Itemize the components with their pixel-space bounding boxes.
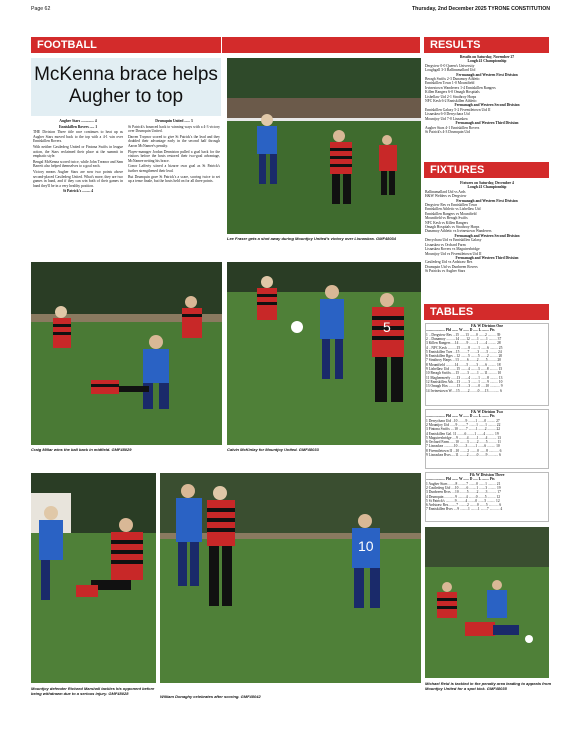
- svg-text:10: 10: [358, 538, 374, 554]
- paragraph: Victory means Augher Stars are now two points above second-placed Castlederg United. What's more, they are two games in hand, and if they can win both of their games in hand they'll be in a very healthy position.: [33, 169, 123, 188]
- table-header: ..................... Pld ....... W ...... D ..... L ........ Pts: [426, 477, 495, 482]
- result-line: Beragh Swifts 2-3 Dunamoy Athletic: [425, 77, 480, 82]
- table-title: F& W Division One: [470, 324, 504, 328]
- table-header: ..................... Pld ....... W ...... D ..... L ........ Pts: [426, 328, 495, 333]
- table-row: 4 Drumquin ............9 .........4 ........0 .......5 ......... 12: [426, 494, 501, 499]
- result-line: NFC Kesh 6-2 Enniskillen Athletic: [425, 99, 477, 104]
- fixtures-banner: FIXTURES: [424, 162, 549, 178]
- table-row: 3 Killen Rangers ....14 ........9 ........1 .......4 ......... 28: [426, 341, 501, 346]
- table-title: F& W Division Three: [469, 473, 505, 477]
- result-line: Dergview Res vs Enniskillen Town: [425, 203, 478, 208]
- league-table-div-two: [425, 409, 549, 469]
- table-row: 1 Derrychara Utd ..10 ........9 ........1 .......0 ......... 27: [426, 418, 500, 423]
- score-line: St Patrick's ......... 4: [62, 189, 94, 194]
- photo-match-action-3: [227, 262, 421, 445]
- table-row: 3 Dunbreen Rvrs. ...10 ........5 ........2 .......3 ......... 17: [426, 490, 501, 495]
- table-body: [426, 482, 548, 512]
- result-line: Dergview 0-0 Queen's University: [425, 63, 475, 68]
- results-banner: RESULTS: [424, 37, 549, 53]
- page-number: Page 62: [31, 6, 51, 12]
- table-row: 6 Enniskillen Rgrs ...12 ........5 ........5 .......2 ......... 20: [426, 354, 503, 359]
- section-heading: Fermanagh and Western First Division: [456, 72, 518, 77]
- table-row: 11 Maghermeely ......13 ........4 ........1 .......8 ......... 13: [426, 375, 503, 380]
- table-row: 13 Omagh Hos .........13 ........3 ........0 .....10 ........... 9: [426, 384, 503, 389]
- football-banner: FOOTBALL: [31, 37, 221, 53]
- result-line: Enniskillen Galaxy 5-2 Fivemiletown Utd II: [425, 107, 491, 112]
- table-title: F& W Division Two: [470, 410, 504, 414]
- table-row: 1 .. Dergview Res ...15 ......13 .......0 .......2 ......... 39: [426, 332, 501, 337]
- table-body: [426, 419, 548, 458]
- table-row: 8 Mountfield ..........14 ........5 ........3 .......6 ......... 18: [426, 362, 501, 367]
- result-line: Ballinamallard Utd vs Ards: [425, 189, 466, 194]
- table-row: 1 Augher Stars ........8 .........7 ........0 .......1 ......... 21: [426, 481, 501, 486]
- paragraph: THE Division Three title race continues to heat up as Augher Stars moved back to the top with a 4-1 win over Enniskillen Rovers.: [33, 130, 123, 144]
- results-list: [425, 55, 549, 155]
- result-line: St Patrick's 4-3 Drumquin Utd: [425, 129, 470, 134]
- headline: McKenna brace helps Augher to top: [34, 64, 218, 107]
- table-body: [426, 333, 548, 393]
- result-line: Enniskillen Rangers vs Mountfield: [425, 211, 477, 216]
- table-row: 12 Enniskillen Ath....13 ........3 ........1 .......9 ......... 10: [426, 379, 503, 384]
- paragraph: Conor Lafferty stirred a bizarre own goal as St Patrick's further strengthened their lead.: [128, 164, 220, 173]
- paragraph: Bengal McKenna scored twice, while John Treanor and Sam Barrett also helped themselves to a goal each.: [33, 159, 123, 169]
- photo-match-action-4: [31, 473, 156, 683]
- article-column-2: [128, 119, 220, 259]
- paragraph: But Drumquin gave St Patrick's a scare, scoring twice to set up a tense finale, but the hosts held on for all three points.: [128, 174, 220, 184]
- table-row: 2 .. Dunamoy ..........14 .......12 .......1 .......1 ......... 37: [426, 337, 502, 341]
- section-heading: Fermanagh and Western Third Division: [455, 121, 519, 126]
- league-table-div-three: [425, 472, 549, 522]
- table-row: 4 Enniskillen Gal. 11 ........6 ........1 .......4 ......... 19: [426, 431, 499, 436]
- result-line: NFC Kesh vs Killen Rangers: [425, 220, 469, 225]
- result-line: St Patricks vs Augher Stars: [425, 269, 466, 274]
- section-heading: Fermanagh and Western Second Division: [454, 233, 520, 238]
- table-row: 9 Lisnaskea Rvrs.....11 ........2 ........0 .......9 ........... 6: [426, 453, 501, 458]
- photo-caption: William Donaghy celebrates after scoring. GMF48042: [160, 694, 261, 699]
- photo-match-action-6: [425, 527, 549, 678]
- tables-banner: TABLES: [424, 304, 549, 320]
- paragraph: Darren Traynor scored to give St Patrick's the lead and they doubled their advantage early in the second half through Aaron McNamee's penalty.: [128, 134, 220, 148]
- section-heading: Fixtures on Saturday, December 4: [460, 181, 514, 185]
- paragraph: Player-manager Jordan Denniston pulled a goal back for the visitors before the hosts restored their two-goal advantage, McNamee netting his brace.: [128, 149, 220, 163]
- table-row: 8 Fivemiletown II ...10 ........2 ........0 .......8 ........... 6: [426, 448, 502, 453]
- table-row: 14 Irvinestown W.....15 ........2 ........0 .....13 ........... 6: [426, 388, 502, 393]
- result-line: Killen Rangers 6-0 Omagh Hospitals: [425, 90, 480, 95]
- result-line: Lisbellaw Utd 2-1 Strathroy Harps: [425, 94, 477, 99]
- photo-match-action-2: [31, 262, 222, 445]
- article-column-1: [33, 119, 123, 259]
- result-line: Loughgall 3-3 Ballinamallard Utd: [425, 68, 476, 73]
- photo-caption: Craig Millar wins the ball back in midfield. GMF48029: [31, 447, 132, 452]
- result-line: Enniskillen Town 1-0 Mountfield: [425, 81, 475, 86]
- result-line: Derrychara Utd vs Enniskillen Galaxy: [425, 238, 482, 243]
- section-heading: Fermanagh and Western First Division: [456, 198, 518, 203]
- result-line: Lisnaskea vs Orchard Farm: [425, 242, 466, 247]
- paragraph: St Patrick's bounced back to winning ways with a 4-3 victory over Drumquin United.: [128, 124, 220, 134]
- photo-caption: Calvin McKinlay for Mountjoy United. GMF48033: [227, 447, 319, 452]
- photo-match-action-5: [160, 473, 421, 683]
- paragraph: With neither Castlederg United or Fintona Swifts in league action, the Stars reclaimed their place at the summit in emphatic style.: [33, 144, 123, 159]
- table-row: 5 Enniskillen Twn ...15 ........7 ........3 .......5 ......... 24: [426, 349, 502, 354]
- result-line: Mountjoy Utd 7-0 Lisnaskea: [425, 116, 468, 121]
- table-row: 4 .. NFC Kesh ..........15 ........8 ........1 .......6 ......... 25: [426, 345, 503, 350]
- svg-text:5: 5: [383, 319, 391, 335]
- result-line: Enniskillen Athletic vs Lisbellaw Utd: [425, 207, 481, 212]
- photo-caption: Mountjoy defender Richard Marshall tackles his opponent before being withdrawn due to a serious injury. GMF48028: [31, 686, 155, 696]
- dateline: Thursday, 2nd December 2025 TYRONE CONSTITUTION: [412, 6, 550, 12]
- table-row: 7 Strathroy Harps ...13 ........6 ........2 .......5 ......... 20: [426, 358, 501, 363]
- photo-caption: Lee Fraser gets a shot away during Mountjoy United's victory over Lisnaskea. GMF48034: [227, 236, 397, 241]
- result-line: Dunamoy Athletic vs Irvinestown Wanderers: [425, 229, 492, 234]
- table-row: 2 Castlederg Utd ....10 ........6 ........1 .......3 ......... 19: [426, 486, 501, 490]
- table-header: ..................... Pld ....... W ...... D ..... L ........ Pts: [426, 414, 495, 419]
- photo-caption: Michael Reid is tackled in the penalty area leading to appeals from Mountjoy United for a spot kick. GMF48035: [425, 681, 552, 691]
- table-row: 5 St Patrick's ..........9 .........4 ........0 .......5 ......... 12: [426, 498, 500, 503]
- score-line: Drumquin United ...... 3: [155, 119, 193, 123]
- result-line: Lisnaskea Rovers vs Maguiresbridge: [425, 247, 480, 252]
- section-heading: Fermanagh and Western Second Division: [454, 103, 520, 108]
- result-line: Lisnaskea 6-0 Derrychara Utd: [425, 112, 470, 117]
- section-heading: Lough 41 Championship: [467, 59, 507, 64]
- photo-match-action-1: [227, 58, 421, 234]
- score-line: Augher Stars .............. 4: [59, 119, 97, 123]
- result-line: Irvinestown Wanderers 1-4 Enniskillen Rangers: [425, 85, 496, 90]
- table-row: 5 Maguiresbridge ....9 .........4 ........1 .......4 ......... 13: [426, 435, 501, 440]
- table-row: 6 Orchard Farm.......10 ........3 ........2 .......5 ......... 11: [426, 440, 501, 445]
- league-table-div-one: [425, 323, 549, 406]
- table-row: 3 Fintona Swifts ....10 ........7 ........1 .......2 ......... 22: [426, 427, 501, 432]
- headline-box: [31, 58, 221, 116]
- result-line: Mountfield vs Beragh Swifts: [425, 216, 468, 221]
- section-heading: Fermanagh and Western Third Division: [455, 255, 519, 260]
- table-row: 7 Enniskillen Rvrs ....9 .........1 ........1 .......7 ........... 4: [426, 507, 503, 512]
- result-line: H&W Welders vs Dergview: [425, 194, 467, 199]
- result-line: Drumquin Utd vs Dunbreen Rovers: [425, 264, 478, 269]
- result-line: Augher Stars 4-1 Enniskillen Rovers: [425, 125, 480, 130]
- score-line: Enniskillen Rovers ..... 1: [58, 124, 98, 129]
- fixtures-list: [425, 181, 549, 298]
- section-heading: Results on Saturday, November 27: [459, 55, 515, 59]
- banner-rule: [222, 37, 420, 53]
- section-heading: Lough 41 Championship: [467, 185, 507, 190]
- table-row: 9 Lisbellaw Utd .......15 ........4 ........3 .......8 ......... 15: [426, 367, 503, 372]
- result-line: Castlederg Utd vs Ardstraw Res: [425, 260, 473, 265]
- table-row: 7 Lisnaskea ...........10 ........3 ........1 .......6 ......... 10: [426, 444, 500, 449]
- table-row: 6 Ardstraw Res.........7 .........2 ........0 .......5 ........... 6: [426, 503, 502, 508]
- table-row: 2 Mountjoy Utd ......9 .........7 ........1 .......1 ......... 22: [426, 423, 501, 427]
- table-row: 10 Beragh Swifts.....15 ........3 ........1 .....11 ......... 10: [426, 371, 502, 376]
- result-line: Mountjoy Utd vs Fivemiletown Utd II: [425, 251, 482, 256]
- result-line: Omagh Hospitals vs Strathroy Harps: [425, 225, 480, 230]
